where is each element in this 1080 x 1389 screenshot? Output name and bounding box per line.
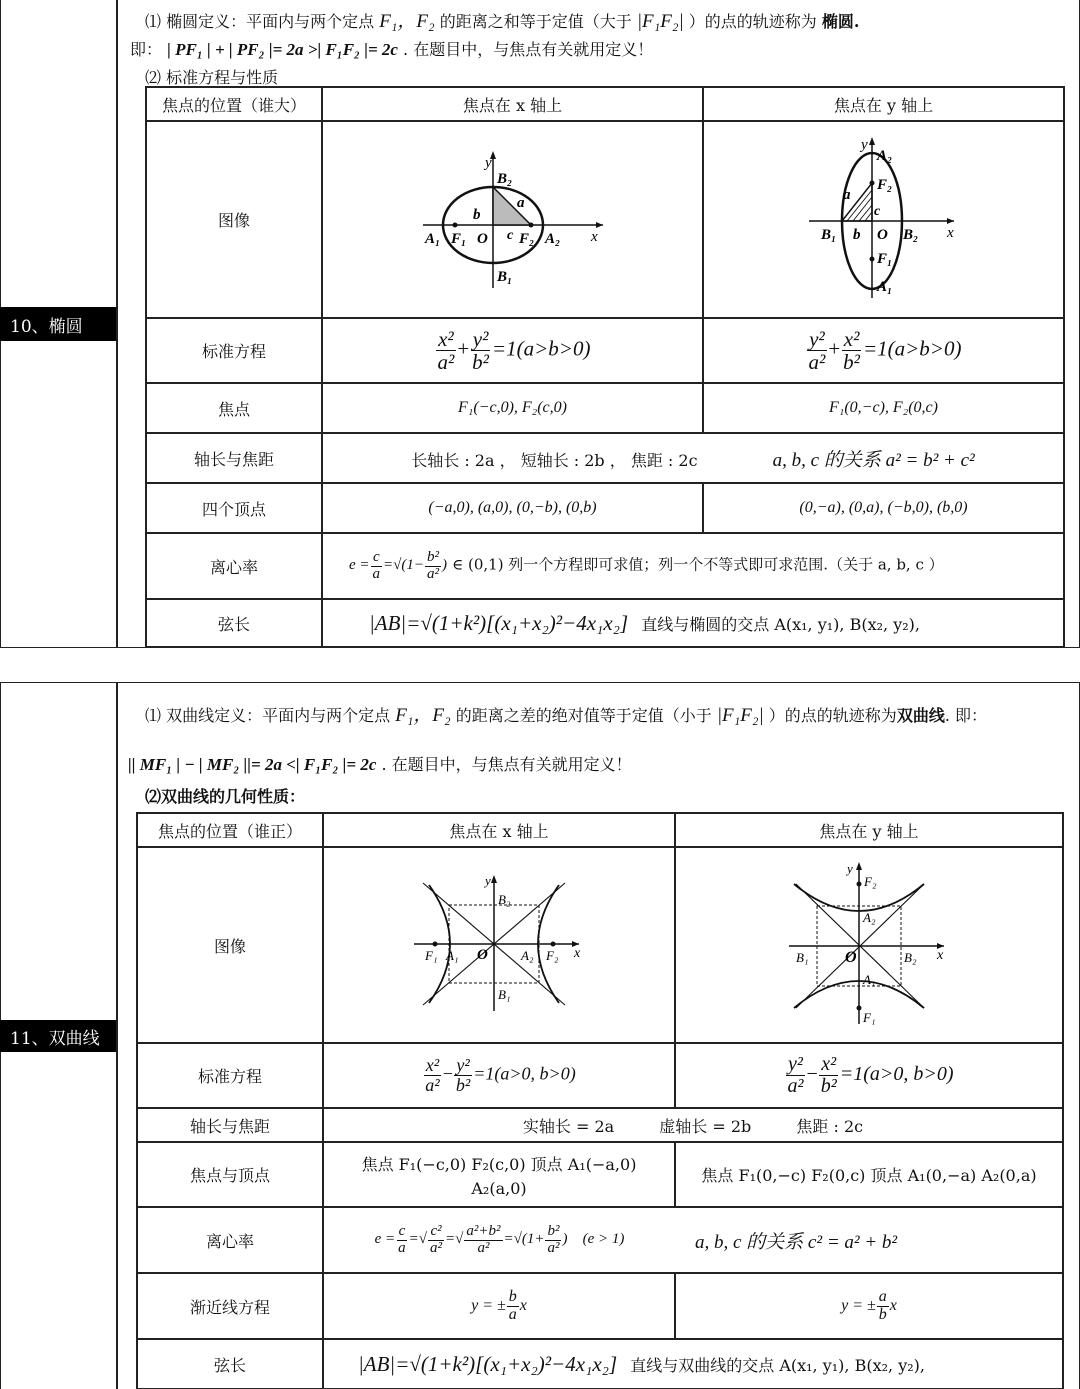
figure-label: F₂ (876, 176, 892, 193)
hyperbola-equation-x: $\frac{\text{x²}}{\text{a²}}$ − $\frac{\text{y²}}{\text{b²}}$ =1(a>0, b>0) (323, 1043, 675, 1108)
ellipse-header-position: 焦点的位置（谁大） (146, 87, 322, 121)
figure-label: c (506, 227, 513, 243)
ellipse-focus-x: F₁(−c,0), F₂(c,0) (322, 383, 703, 433)
hyperbola-ecc-relation-cell (675, 1207, 1063, 1273)
ellipse-header-y-axis: 焦点在 y 轴上 (703, 87, 1064, 121)
hyperbola-row-equation-label: 标准方程 (137, 1043, 323, 1108)
figure-label: O (477, 946, 488, 963)
figure-label: B₁ (496, 268, 512, 285)
hyperbola-chord-cell (323, 1339, 1063, 1389)
figure-label: F₂ (864, 874, 877, 889)
ellipse-label-column (116, 0, 118, 648)
figure-label: y (860, 136, 868, 153)
hyperbola-ecc-relation: a, b, c 的关系 c² = a² + b² (695, 1231, 898, 1253)
hyperbola-definition-formula: || MF₁ | − | MF₂ ||= 2a <| F₁F₂ |= 2c (128, 755, 377, 774)
figure-label: x (946, 224, 954, 241)
hyperbola-foci-symbols: F₁，F₂ (395, 705, 451, 726)
hyperbola-y-axis-figure (784, 858, 954, 1028)
figure-label: b (472, 206, 480, 223)
hyperbola-row-ecc-label: 离心率 (137, 1207, 323, 1273)
figure-label: B₂ (902, 226, 918, 243)
figure-label: c (873, 203, 880, 219)
hyperbola-label-column (116, 682, 118, 1389)
figure-label: A₁ (446, 947, 459, 963)
hyperbola-row-fv-label: 焦点与顶点 (137, 1142, 323, 1207)
hyperbola-term: 双曲线 (896, 706, 945, 725)
ellipse-table (145, 86, 1065, 648)
ellipse-ecc-cell (322, 533, 1064, 599)
ellipse-row-chord-label: 弦长 (146, 599, 322, 647)
hyperbola-header-y-axis: 焦点在 y 轴上 (675, 813, 1063, 847)
hyperbola-fv-x: 焦点 F₁(−c,0) F₂(c,0) 顶点 A₁(−a,0) A₂(a,0) (323, 1142, 675, 1207)
hyperbola-row-image-label: 图像 (137, 847, 323, 1043)
hyperbola-x-axis-figure (409, 871, 589, 1016)
ellipse-term: 椭圆. (821, 12, 860, 31)
ellipse-x-axis-figure (413, 143, 613, 293)
figure-label: F₁ (876, 250, 892, 267)
figure-label: A₁ (863, 972, 876, 987)
figure-label: x (937, 948, 944, 963)
hyperbola-equation-y: $\frac{\text{y²}}{\text{a²}}$ − $\frac{\text{x²}}{\text{b²}}$ =1(a>0, b>0) (675, 1043, 1063, 1108)
hyperbola-figure-y-cell (675, 847, 1063, 1043)
ellipse-section-label: 10、椭圆 (0, 307, 116, 341)
figure-label: O (845, 949, 857, 966)
figure-label: B₁ (796, 950, 809, 965)
hyperbola-section-label: 11、双曲线 (0, 1020, 116, 1052)
figure-label: A₂ (521, 947, 534, 963)
figure-label: B₂ (498, 891, 511, 907)
ellipse-equation-x: $\frac{\text{x²}}{\text{a²}}$ + $\frac{\text{y²}}{\text{b²}}$ =1(a>b>0) (322, 318, 703, 383)
ellipse-row-image-label: 图像 (146, 121, 322, 318)
ellipse-vertices-x: (−a,0), (a,0), (0,−b), (0,b) (322, 483, 703, 533)
ellipse-definition-formula: | PF₁ | + | PF₂ |= 2a >| F₁F₂ |= 2c (167, 40, 398, 59)
figure-label: F₁ (425, 947, 438, 963)
figure-label: y (847, 861, 853, 876)
fig-label: y (484, 154, 492, 171)
hyperbola-axis-cell (323, 1108, 1063, 1142)
ellipse-row-equation-label: 标准方程 (146, 318, 322, 383)
hyperbola-header-position: 焦点的位置（谁正） (137, 813, 323, 847)
ellipse-y-axis-figure (799, 133, 969, 303)
hyperbola-row-axis-label: 轴长与焦距 (137, 1108, 323, 1142)
figure-label: a (516, 194, 524, 211)
ellipse-definition-line2: 即： | PF₁ | + | PF₂ |= 2a >| F₁F₂ |= 2c . 在题目中，与焦点有关就用定义！ (130, 40, 654, 59)
ellipse-axis-lengths: 长轴长 : 2a ， 短轴长 : 2b ， 焦距 : 2c (411, 450, 698, 470)
figure-label: B₂ (496, 170, 512, 187)
hyperbola-fv-y: 焦点 F₁(0,−c) F₂(0,c) 顶点 A₁(0,−a) A₂(0,a) (675, 1142, 1063, 1207)
ellipse-chord-formula: |AB|=√(1+k²)[(x₁+x₂)²−4x₁x₂] (369, 610, 629, 635)
figure-label: y (485, 872, 491, 888)
hyperbola-real-axis: 实轴长 = 2a (522, 1116, 615, 1136)
hyperbola-focal-length: 焦距 : 2c (796, 1116, 864, 1136)
ellipse-row-vertices-label: 四个顶点 (146, 483, 322, 533)
hyperbola-chord-text: 直线与双曲线的交点 A(x₁, y₁), B(x₂, y₂), (630, 1355, 925, 1375)
hyperbola-asym-y: y = ± $\frac{a}{b}$ x (675, 1273, 1063, 1339)
hyperbola-asym-x: y = ± $\frac{b}{a}$ x (323, 1273, 675, 1339)
ellipse-chord-cell (322, 599, 1064, 647)
hyperbola-subtitle: ⑵双曲线的几何性质： (145, 787, 306, 806)
hyperbola-ecc-formula-cell (323, 1207, 675, 1273)
figure-label: O (876, 226, 888, 243)
figure-label: F₂ (546, 947, 559, 963)
hyperbola-row-chord-label: 弦长 (137, 1339, 323, 1389)
ellipse-row-axis-label: 轴长与焦距 (146, 433, 322, 483)
hyperbola-chord-formula: |AB|=√(1+k²)[(x₁+x₂)²−4x₁x₂] (358, 1351, 618, 1376)
figure-label: B₁ (820, 226, 836, 243)
figure-label: b (852, 226, 860, 243)
figure-label: x (574, 945, 581, 961)
figure-label: x (590, 228, 598, 245)
ellipse-focus-y: F₁(0,−c), F₂(0,c) (703, 383, 1064, 433)
figure-label: B₁ (498, 986, 511, 1002)
ellipse-definition-line1: ⑴ 椭圆定义：平面内与两个定点 F₁，F₂ 的距离之和等于定值（大于 |F₁F₂| ）的点的轨迹称为 椭圆. (145, 11, 860, 32)
ellipse-header-x-axis: 焦点在 x 轴上 (322, 87, 703, 121)
figure-label: F₂ (518, 230, 534, 247)
hyperbola-definition-line2: || MF₁ | − | MF₂ ||= 2a <| F₁F₂ |= 2c . 在题目中，与焦点有关就用定义！ (128, 755, 632, 774)
ellipse-axis-cell (322, 433, 1064, 483)
ellipse-figure-y-cell (703, 121, 1064, 318)
hyperbola-figure-x-cell (323, 847, 675, 1043)
figure-label: A₁ (876, 278, 892, 295)
ellipse-ecc-text: ∈ (0,1) 列一个方程即可求值；列一个不等式即可求范围.（关于 a, b, c ） (452, 555, 944, 574)
hyperbola-definition-line1: ⑴ 双曲线定义：平面内与两个定点 F₁，F₂ 的距离之差的绝对值等于定值（小于 |F₁F₂| ）的点的轨迹称为双曲线. 即： (145, 705, 988, 726)
ellipse-row-focus-label: 焦点 (146, 383, 322, 433)
ellipse-row-ecc-label: 离心率 (146, 533, 322, 599)
ellipse-axis-relation: a, b, c 的关系 a² = b² + c² (772, 449, 975, 471)
hyperbola-ecc-formula: e = $\frac{c}{a}$ =√ $\frac{\text{c²}}{\text{a²}}$ =√ $\frac{\text{a²+b²}}{\text{a²}}$ =√(1+ $\frac{\text{b²}}{\text{a²}}$ ) (374, 1222, 568, 1256)
figure-label: A₂ (863, 910, 876, 925)
hyperbola-table (136, 812, 1064, 1389)
figure-label: F₁ (863, 1010, 876, 1025)
figure-label: B₂ (904, 950, 917, 965)
figure-label: F₁ (450, 230, 466, 247)
figure-label: a (842, 186, 850, 203)
ellipse-ecc-formula: e = $\frac{c}{a}$ =√(1− $\frac{\text{b²}}{\text{a²}}$ ) (349, 548, 448, 582)
ellipse-figure-x-cell (322, 121, 703, 318)
figure-label: A₁ (424, 230, 440, 247)
hyperbola-row-asym-label: 渐近线方程 (137, 1273, 323, 1339)
hyperbola-imag-axis: 虚轴长 = 2b (659, 1116, 752, 1136)
ellipse-equation-y: $\frac{\text{y²}}{\text{a²}}$ + $\frac{\text{x²}}{\text{b²}}$ =1(a>b>0) (703, 318, 1064, 383)
hyperbola-ecc-condition: (e > 1) (582, 1231, 625, 1248)
ellipse-chord-text: 直线与椭圆的交点 A(x₁, y₁), B(x₂, y₂), (641, 614, 920, 634)
figure-label: O (476, 230, 488, 247)
ellipse-foci-symbols: F₁，F₂ (379, 11, 435, 32)
figure-label: A₂ (876, 147, 892, 164)
ellipse-vertices-y: (0,−a), (0,a), (−b,0), (b,0) (703, 483, 1064, 533)
hyperbola-header-x-axis: 焦点在 x 轴上 (323, 813, 675, 847)
figure-label: A₂ (544, 230, 560, 247)
ellipse-subtitle: ⑵ 标准方程与性质 (145, 68, 279, 87)
